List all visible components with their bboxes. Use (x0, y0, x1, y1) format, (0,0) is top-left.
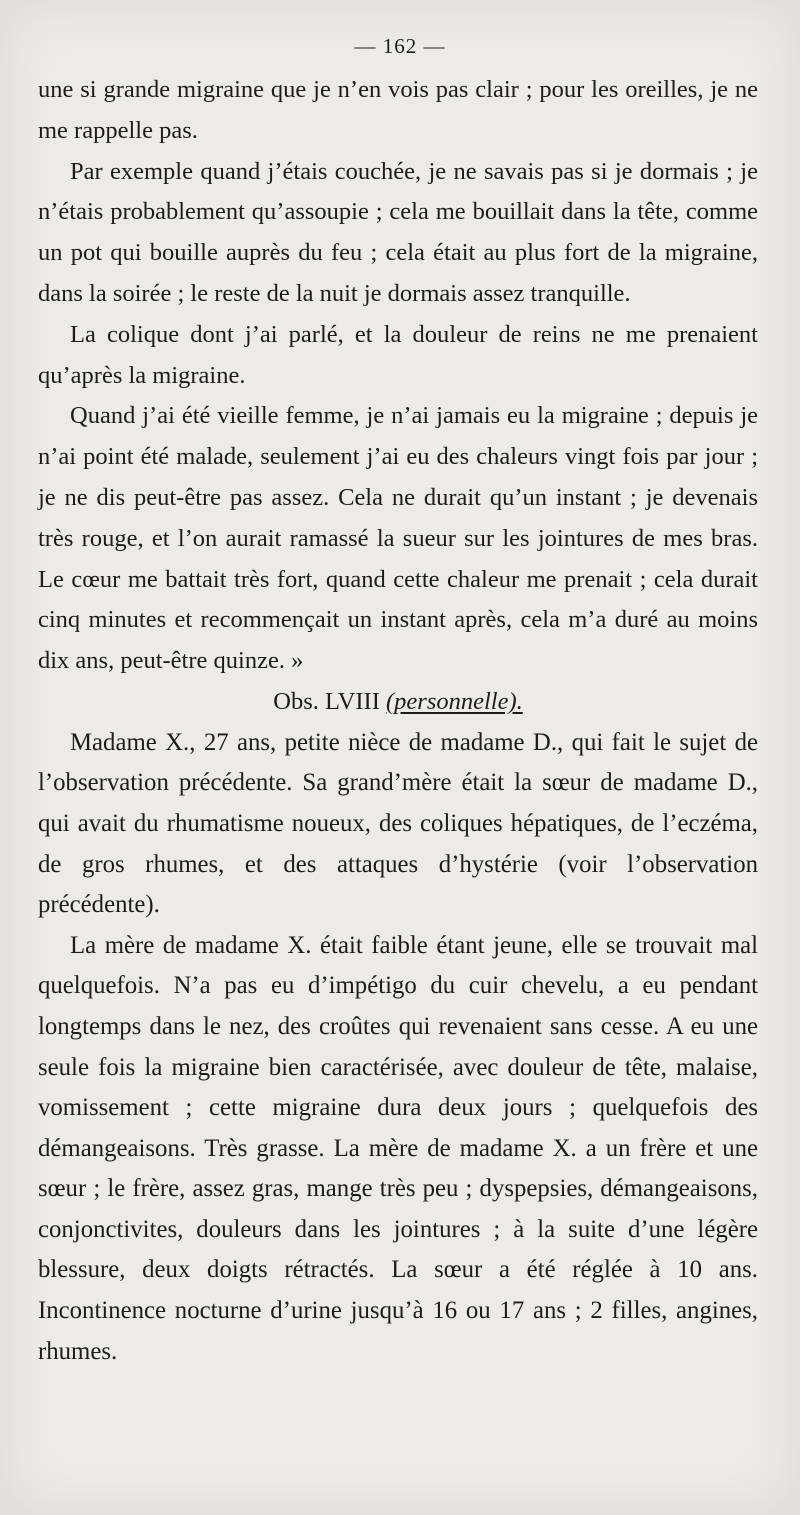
page-number: — 162 — (354, 34, 446, 58)
body-text (38, 70, 758, 1372)
observation-number: Obs. LVIII (273, 687, 380, 715)
paragraph-madame-x: Madame X., 27 ans, petite nièce de madame D., qui fait le sujet de l’observation précédente. Sa grand’mère était la sœur de madame D., qui avait du rhumatisme noueux, des coliques hépatiques, de l’eczéma, de gros rhumes, et des attaques d’hystérie (voir l’observation précédente). (38, 728, 758, 919)
paragraph-continuation: une si grande migraine que je n’en vois pas clair ; pour les oreilles, je ne me rappelle pas. (38, 76, 758, 144)
observation-heading (38, 682, 758, 723)
paragraph-old-age: Quand j’ai été vieille femme, je n’ai jamais eu la migraine ; depuis je n’ai point été malade, seulement j’ai eu des chaleurs vingt fois par jour ; je ne dis peut-être pas assez. Cela ne durait qu’un instant ; je devenais très rouge, et l’on aurait ramassé la sueur sur les jointures de mes bras. Le cœur me battait très fort, quand cette chaleur me prenait ; cela durait cinq minutes et recommençait un instant après, cela m’a duré au moins dix ans, peut-être quinze. » (38, 402, 758, 675)
paragraph-mother: La mère de madame X. était faible étant jeune, elle se trouvait mal quelquefois. N’a pas eu d’impétigo du cuir chevelu, a eu pendant longtemps dans le nez, des croûtes qui revenaient sans cesse. A eu une seule fois la migraine bien caractérisée, avec douleur de tête, malaise, vomissement ; cette migraine dura deux jours ; quelquefois des démangeaisons. Très grasse. La mère de madame X. a un frère et une sœur ; le frère, assez gras, mange très peu ; dyspepsies, démangeaisons, conjonctivites, douleurs dans les jointures ; à la suite d’une légère blessure, deux doigts rétractés. La sœur a été réglée à 10 ans. Incontinence nocturne d’urine jusqu’à 16 ou 17 ans ; 2 filles, angines, rhumes. (38, 931, 758, 1365)
observation-type: (personnelle). (386, 687, 523, 715)
paragraph-colic: La colique dont j’ai parlé, et la douleur de reins ne me prenaient qu’après la migraine. (38, 320, 758, 389)
paragraph-sleep: Par exemple quand j’étais couchée, je ne savais pas si je dormais ; je n’étais probablement qu’assoupie ; cela me bouillait dans la tête, comme un pot qui bouille auprès du feu ; cela était au plus fort de la migraine, dans la soirée ; le reste de la nuit je dormais assez tranquille. (38, 157, 758, 307)
